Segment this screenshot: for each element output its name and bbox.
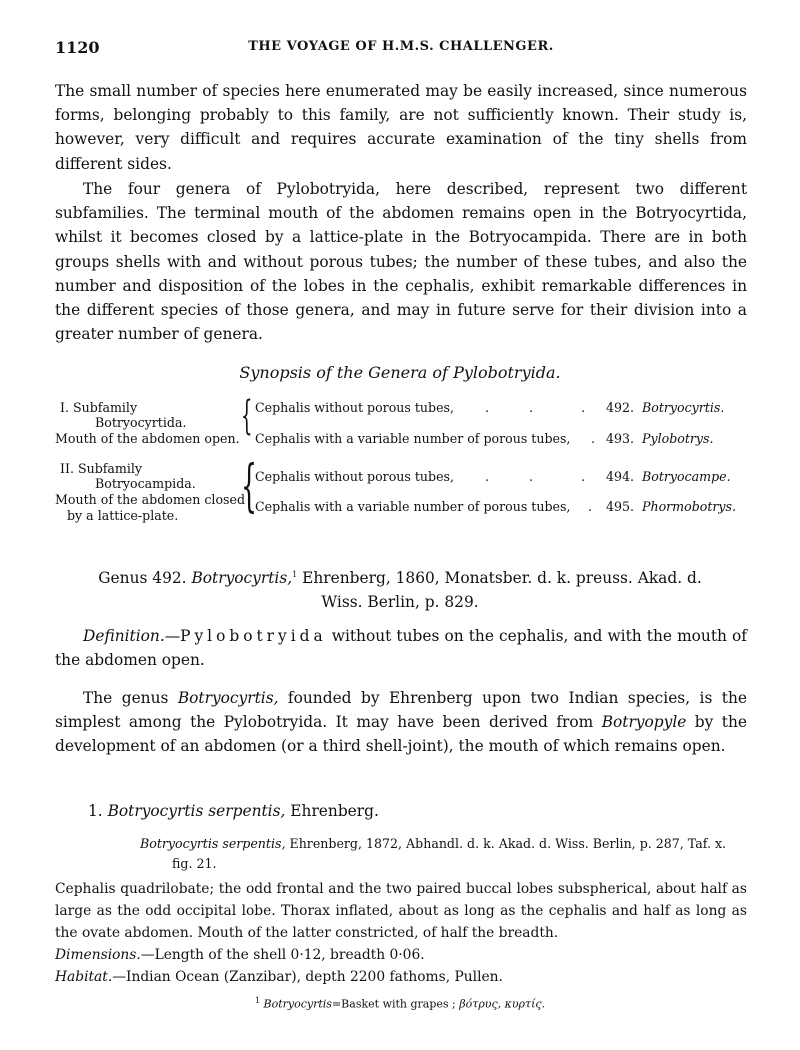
entry-492-number: 492. xyxy=(606,400,635,415)
subfamily-1-character: Mouth of the abdomen open. xyxy=(55,431,240,446)
genus-name: Botryocyrtis, xyxy=(191,569,293,588)
dimensions-line: Dimensions.—Length of the shell 0·12, breadth 0·06. xyxy=(55,947,425,963)
entry-495-dots: . xyxy=(588,499,593,514)
definition-paragraph: Definition.—Pylobotryida without tubes on the cephalis, and with the mouth of the abdomen open. xyxy=(55,627,747,670)
entry-495-number: 495. xyxy=(606,499,635,514)
entry-492-genus: Botryocyrtis. xyxy=(642,400,725,415)
subfamily-2-name: Botryocampida. xyxy=(95,476,196,491)
entry-493-dots: . xyxy=(591,431,596,446)
page-header xyxy=(55,38,747,58)
synopsis-title: Synopsis of the Genera of Pylobotryida. xyxy=(239,363,561,382)
entry-493-genus: Pylobotrys. xyxy=(642,431,714,446)
brace-subfamily-1: { xyxy=(241,393,253,439)
footnote: $^1$ Botryocyrtis=Basket with grapes ; βότρυς, κυρτίς. xyxy=(254,996,546,1011)
species-description: Cephalis quadrilobate; the odd frontal and the two paired buccal lobes subspherical, about half as large as the odd occipital lobe. Thorax inflated, about as long as the cephalis and half as long as the ovate abdomen. Mouth of the latter constricted, of half the breadth. xyxy=(55,881,747,942)
entry-495-desc: Cephalis with a variable number of porous tubes, xyxy=(255,499,571,514)
genus-heading-line-2: Wiss. Berlin, p. 829. xyxy=(321,593,479,612)
entry-493-number: 493. xyxy=(606,431,635,446)
entry-494-genus: Botryocampe. xyxy=(642,469,731,484)
subfamily-1-name: Botryocyrtida. xyxy=(95,415,187,430)
entry-494-desc: Cephalis without porous tubes, xyxy=(255,469,455,484)
entry-492-dots: . . . xyxy=(485,400,586,415)
species-citation: Botryocyrtis serpentis, Ehrenberg, 1872, Abhandl. d. k. Akad. d. Wiss. Berlin, p. 287, Taf. x. fig. 21. xyxy=(140,836,727,871)
subfamily-2-character-cont: by a lattice-plate. xyxy=(67,508,179,523)
genus-heading xyxy=(0,563,800,614)
entry-494-number: 494. xyxy=(606,469,635,484)
entry-492-desc: Cephalis without porous tubes, xyxy=(255,400,455,415)
page-number: 1120 xyxy=(55,38,100,57)
paragraph-species-note: The small number of species here enumerated may be easily increased, since numerous forms, belonging probably to this family, are not sufficiently known. Their study is, however, very difficult and requires accurate examination of the tiny shells from different sides. xyxy=(55,82,747,173)
genus-heading-line-1: Genus 492. Botryocyrtis,$^1$ Ehrenberg, 1860, Monatsber. d. k. preuss. Akad. d. xyxy=(98,569,702,588)
habitat-line: Habitat.—Indian Ocean (Zanzibar), depth 2200 fathoms, Pullen. xyxy=(55,969,503,985)
genus-description-paragraph: The genus Botryocyrtis, founded by Ehrenberg upon two Indian species, is the simplest among the Pylobotryida. It may have been derived from Botryopyle by the development of an abdomen (or a third shell-joint), the mouth of which remains open. xyxy=(55,689,747,756)
running-title: THE VOYAGE OF H.M.S. CHALLENGER. xyxy=(248,39,554,54)
paragraph-genera-overview: The four genera of Pylobotryida, here described, represent two different subfamilies. The terminal mouth of the abdomen remains open in the Botryocyrtida, whilst it becomes closed by a lattice-plate in the Botryocampida. There are in both groups shells with and without porous tubes; the number of these tubes, and also the number and disposition of the lobes in the cephalis, exhibit remarkable differences in the different species of those genera, and may in future serve for their division into a greater number of genera. xyxy=(55,180,747,344)
entry-495-genus: Phormobotrys. xyxy=(642,499,737,514)
subfamily-2-character: Mouth of the abdomen closed xyxy=(55,492,246,507)
entry-493-desc: Cephalis with a variable number of porous tubes, xyxy=(255,431,571,446)
species-heading: 1. Botryocyrtis serpentis, Ehrenberg. xyxy=(88,802,379,820)
entry-494-dots: . . . xyxy=(485,469,586,484)
footnote-ref: 1 xyxy=(292,570,298,579)
definition-label: Definition. xyxy=(83,627,165,645)
subfamily-1-label: I. Subfamily xyxy=(60,400,138,415)
brace-subfamily-2: { xyxy=(241,454,258,519)
species-name: Botryocyrtis serpentis, xyxy=(107,802,286,820)
subfamily-2-label: II. Subfamily xyxy=(60,461,143,476)
definition-spaced-word: Pylobotryida xyxy=(180,627,327,645)
